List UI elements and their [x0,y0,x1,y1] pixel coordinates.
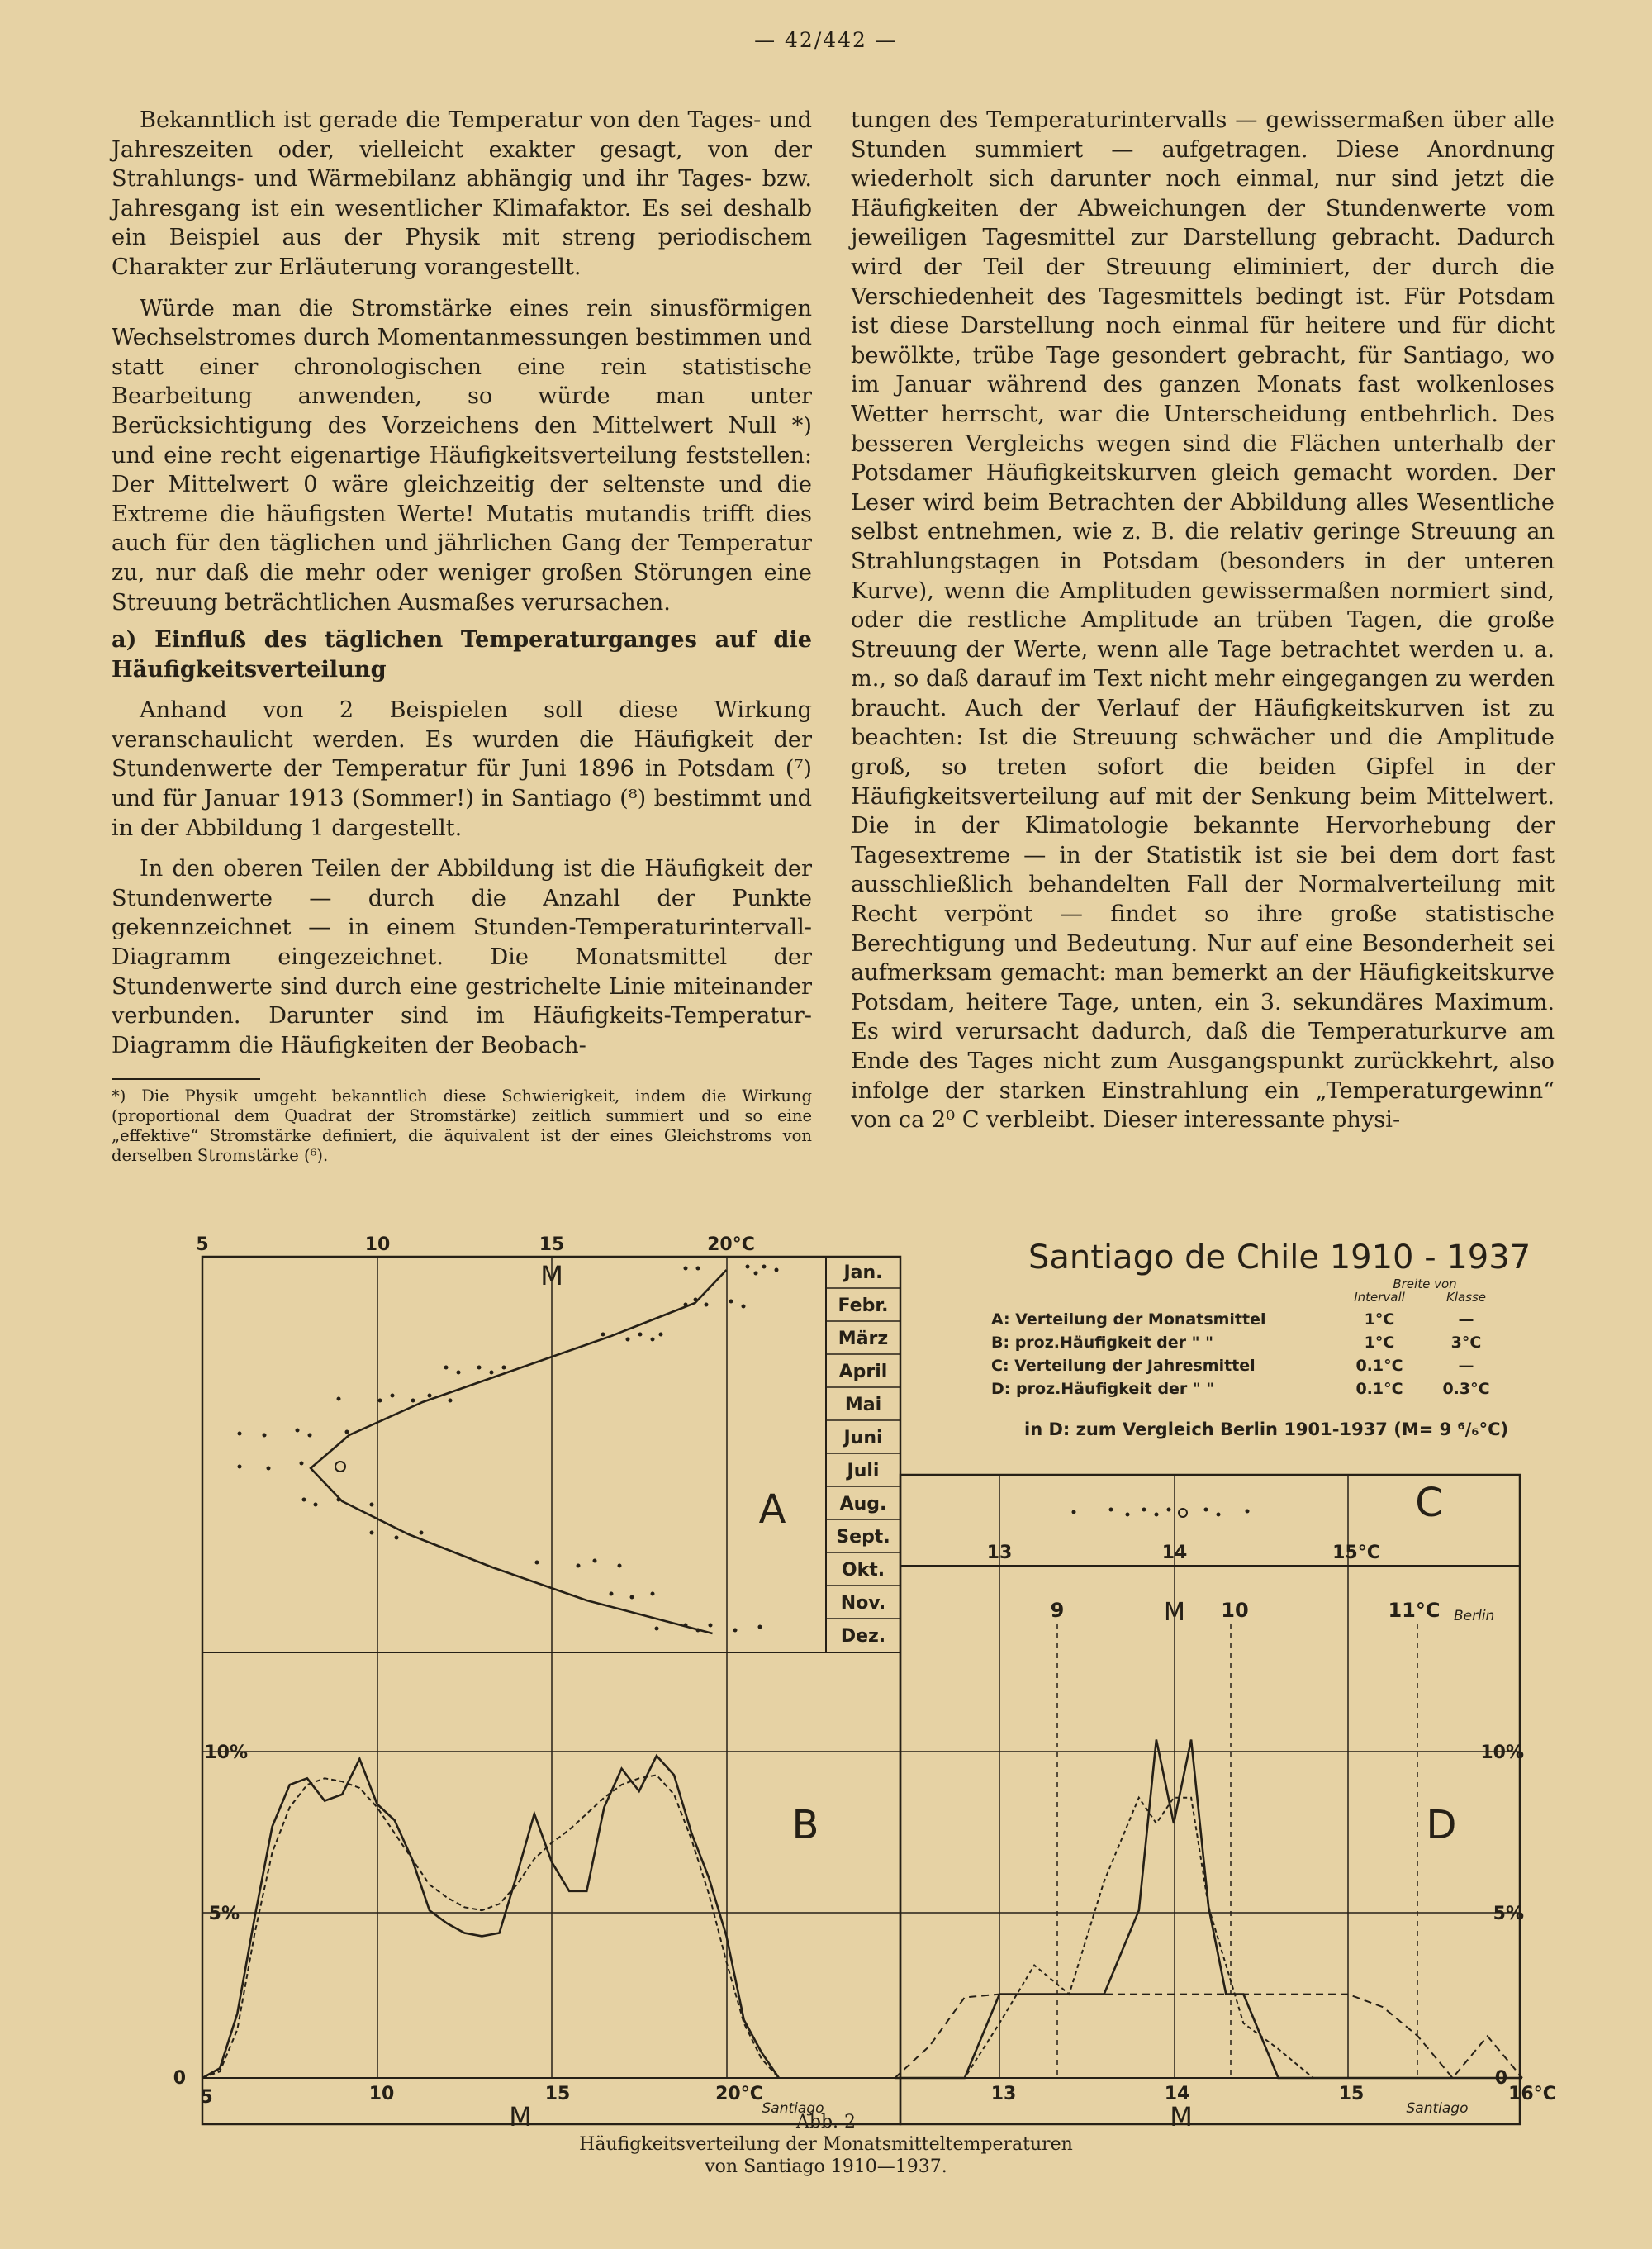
legend-row-text: D: proz.Häufigkeit der " " [991,1380,1215,1398]
pct-label: 10% [1480,1743,1524,1763]
santiago-label: Santiago [1406,2100,1469,2117]
panel-label-c: C [1415,1480,1443,1526]
mean-label-m: M [509,2101,532,2133]
axis-tick-label: 14 [1164,2084,1190,2104]
paragraph: Bekanntlich ist gerade die Temperatur von den Tages- und Jahreszeiten oder, vielleicht exakter gesagt, von der Strahlungs- und Wärmebilanz abhängig und ihr Tages- bzw. Jahresgang ist ein wesentlicher Klimafaktor. Es sei deshalb ein Beispiel aus der Physik mit streng periodischem Charakter zur Erläuterung vorangestellt. [112,107,812,280]
legend-row-value: 0.3°C [1442,1380,1490,1398]
axis-tick-label: 5 [196,1234,209,1255]
panel-label-b: B [791,1802,819,1848]
axis-tick-label: 16°C [1508,2084,1556,2104]
panel-c-dots [1072,1508,1250,1518]
axis-tick-label: 5 [200,2087,213,2108]
legend-header: Intervall [1354,1290,1405,1305]
mark-label-berlin: 11°C [1388,1599,1441,1622]
monthly-mean-line [311,1270,726,1633]
axis-tick-label: 20°C [707,1234,755,1255]
month-label: März [838,1329,889,1349]
paragraph: In den oberen Teilen der Abbildung ist die Häufigkeit der Stundenwerte — durch die Anzahl der Punkte gekennzeichnet — in einem Stunden-Temperaturintervall-Diagramm eingezeichnet. Die Monatsmittel der Stundenwerte sind durch eine gestrichelte Linie miteinander verbunden. Darunter sind im Häufigkeits-Temperatur-Diagramm die Häufigkeiten der Beobach- [112,856,812,1058]
caption-line: von Santiago 1910—1937. [705,2156,947,2177]
month-label: Juni [843,1428,883,1448]
legend-row-value: 3°C [1450,1334,1482,1352]
legend-row-value: — [1458,1357,1474,1375]
legend-header: Breite von [1393,1277,1457,1291]
figure-title: Santiago de Chile 1910 - 1937 [1028,1239,1531,1277]
caption-line: Abb. 2 [795,2112,857,2133]
month-label: Febr. [838,1296,889,1316]
mean-label-m: M [540,1260,563,1291]
figure-caption [0,2111,1652,2178]
mark-label-m: M [1164,1598,1185,1627]
caption-line: Häufigkeitsverteilung der Monatsmitteltemperaturen [579,2134,1073,2155]
axis-tick-label: 15 [539,1234,565,1255]
pct-label: 0 [173,2068,186,2089]
right-column [851,106,1555,1135]
left-column [112,106,812,1166]
paragraph: Anhand von 2 Beispielen soll diese Wirkung veranschaulicht werden. Es wurden die Häufigkeit der Stundenwerte der Temperatur für Juni 1896 in Potsdam (⁷) und für Januar 1913 (Sommer!) in Santiago (⁸) bestimmt und in der Abbildung 1 dargestellt. [112,697,812,841]
santiago-label: Santiago [762,2100,824,2117]
month-label: Okt. [841,1560,885,1581]
legend-row-text: A: Verteilung der Monatsmittel [991,1310,1266,1329]
axis-tick-label: 15°C [1332,1543,1380,1563]
series-line-class [202,1775,779,2078]
pct-label: 0 [1494,2068,1507,2089]
axis-tick-label: 13 [990,2084,1017,2104]
series-line-berlin [895,1995,1522,2078]
legend-row-value: 1°C [1364,1334,1395,1352]
mark-label-9: 9 [1050,1599,1065,1622]
axis-tick-label: 10 [368,2084,395,2104]
axis-tick-label: 13 [986,1543,1013,1563]
legend-row-value: 0.1°C [1355,1357,1403,1375]
month-label: Aug. [839,1494,887,1514]
month-label: Dez. [840,1626,886,1647]
month-label: Mai [844,1395,882,1415]
axis-tick-label: 15 [544,2084,571,2104]
legend-row-value: 1°C [1364,1310,1395,1329]
axis-tick-label: 15 [1338,2084,1365,2104]
legend-row-value: 0.1°C [1355,1380,1403,1398]
panel-a-dots [238,1265,779,1633]
month-label: Nov. [840,1593,886,1614]
legend-row-text: C: Verteilung der Jahresmittel [991,1357,1256,1375]
legend-row-value: — [1458,1310,1474,1329]
legend-header: Klasse [1446,1290,1487,1305]
month-label: Jan. [843,1262,883,1283]
pct-label: 10% [204,1743,248,1763]
mark-label-10: 10 [1221,1599,1249,1622]
paragraph: Würde man die Stromstärke eines rein sinusförmigen Wechselstromes durch Momentanmessungen bestimmen und statt einer chronologischen eine rein statistische Bearbeitung anwenden, so würde man unter Berücksichtigung des Vorzeichens den Mittelwert Null *) und eine recht eigenartige Häufigkeitsverteilung feststellen: Der Mittelwert 0 wäre gleichzeitig der seltenste und die Extreme die häufigsten Werte! Mutatis mutandis trifft dies auch für den täglichen und jährlichen Gang der Temperatur zu, nur daß die mehr oder weniger großen Störungen eine Streuung beträchtlichen Ausmaßes verursachen. [112,295,812,616]
legend-note: in D: zum Vergleich Berlin 1901-1937 (M= 9 ⁶/₆°C) [1024,1419,1509,1439]
month-label: Juli [847,1461,880,1481]
panel-label-a: A [758,1486,786,1533]
section-heading: a) Einfluß des täglichen Temperaturganges auf die Häufigkeitsverteilung [112,626,812,682]
right-panel-frame [900,1475,1520,2124]
axis-tick-label: 14 [1161,1543,1188,1563]
axis-tick-label: 20°C [715,2084,763,2104]
month-label: April [838,1362,888,1382]
panel-label-d: D [1426,1802,1457,1848]
pct-label: 5% [208,1904,240,1924]
pct-label: 5% [1493,1904,1524,1924]
month-label: Sept. [836,1527,890,1548]
berlin-label: Berlin [1454,1608,1495,1624]
footnote-rule [112,1078,260,1080]
legend-row-text: B: proz.Häufigkeit der " " [991,1334,1214,1352]
footnote: *) Die Physik umgeht bekanntlich diese Schwierigkeit, indem die Wirkung (proportional dem Quadrat der Stromstärke) zeitlich summiert und so eine „effektive“ Stromstärke definiert, die äquivalent ist der eines Gleichstroms von derselben Stromstärke (⁶). [112,1086,812,1166]
axis-tick-label: 10 [364,1234,391,1255]
paragraph: tungen des Temperaturintervalls — gewissermaßen über alle Stunden summiert — aufgetragen. Diese Anordnung wiederholt sich darunter noch einmal, nur sind jetzt die Häufigkeiten der Abweichungen der Stundenwerte vom jeweiligen Tagesmittel zur Darstellung gebracht. Dadurch wird der Teil der Streuung eliminiert, der durch die Verschiedenheit des Tagesmittels bedingt ist. Für Potsdam ist diese Darstellung noch einmal für heitere und für dicht bewölkte, trübe Tage gesondert gebracht, für Santiago, wo im Januar während des ganzen Monats fast wolkenloses Wetter herrscht, war die Unterscheidung entbehrlich. Des besseren Vergleichs wegen sind die Flächen unterhalb der Potsdamer Häufigkeitskurven gleich gemacht worden. Der Leser wird beim Betrachten der Abbildung alles Wesentliche selbst entnehmen, wie z. B. die relativ geringe Streuung an Strahlungstagen in Potsdam (besonders in der unteren Kurve), wenn die Amplituden gewissermaßen normiert sind, oder die restliche Amplitude an trüben Tagen, die große Streuung der Werte, wenn alle Tage betrachtet werden u. a. m., so daß darauf im Text nicht mehr eingegangen zu werden braucht. Auch der Verlauf der Häufigkeitskurven ist zu beachten: Ist die Streuung schwächer und die Amplitude groß, so treten sofort die beiden Gipfel in der Häufigkeitsverteilung auf mit der Senkung beim Mittelwert. Die in der Klimatologie bekannte Hervorhebung der Tagesextreme — in der Statistik ist sie bei dem dort fast ausschließlich behandelten Fall der Normalverteilung mit Recht verpönt — findet so ihre große statistische Berechtigung und Bedeutung. Nur auf eine Besonderheit sei aufmerksam gemacht: man bemerkt an der Häufigkeitskurve Potsdam, heitere Tage, unten, ein 3. sekundäres Maximum. Es wird verursacht dadurch, daß die Temperaturkurve am Ende des Tages nicht zum Ausgangspunkt zurückkehrt, also infolge der starken Einstrahlung ein „Temperaturgewinn“ von ca 2⁰ C verbleibt. Dieser interessante physi- [851,107,1555,1134]
mean-label-m: M [1170,2101,1193,2133]
series-line-interval [202,1756,779,2078]
page-number: — 42/442 — [754,28,898,52]
